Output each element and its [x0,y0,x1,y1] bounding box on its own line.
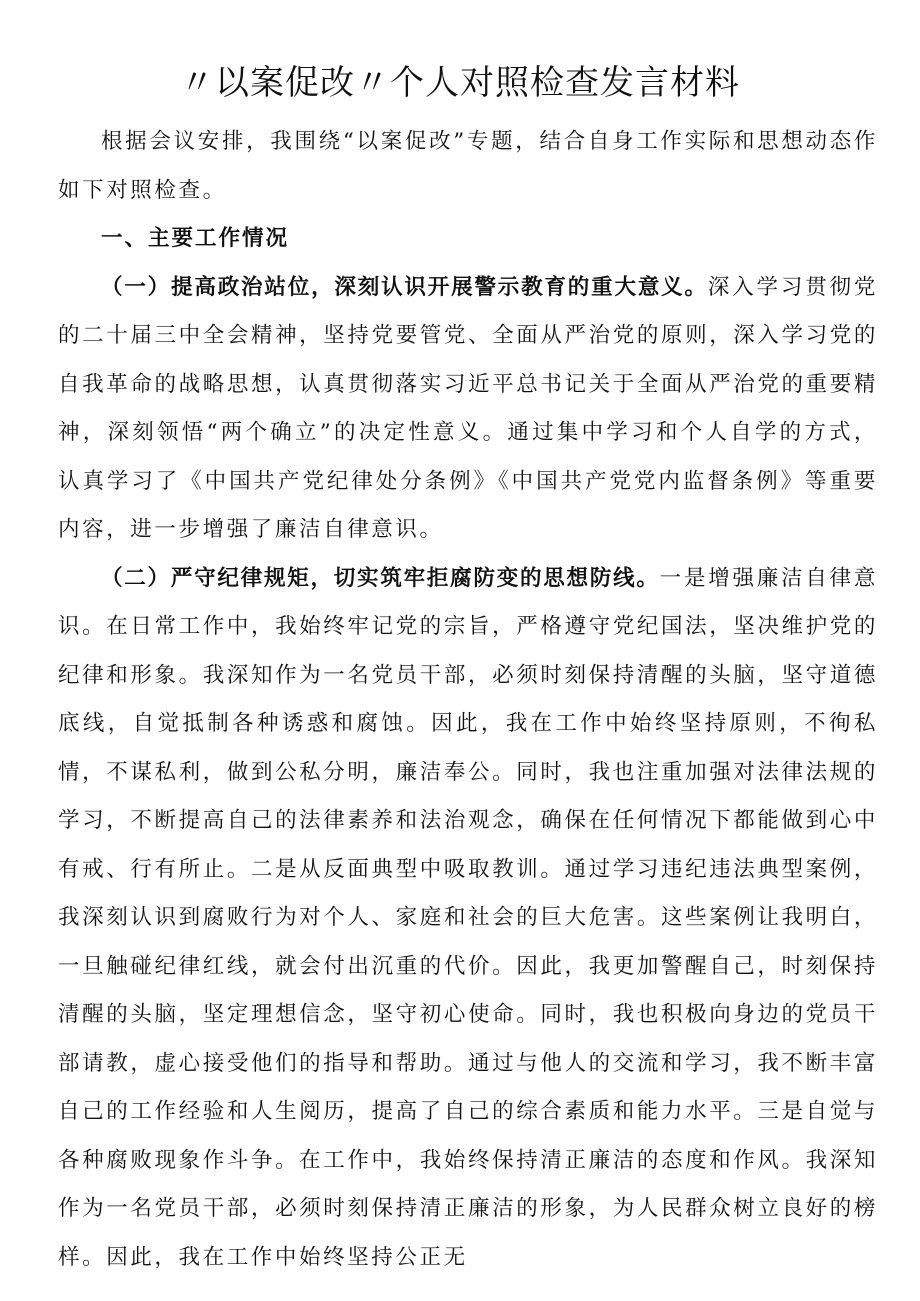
section-heading-main-work: 一、主要工作情况 [101,226,290,251]
intro-paragraph: 根据会议安排，我围绕“以案促改”专题，结合自身工作实际和思想动态作如下对照检查。 [58,129,878,203]
paragraph-item-1 [58,264,878,555]
paragraph-item-2 [58,555,878,1283]
item-1-text: 深入学习贯彻党的二十届三中全会精神，坚持党要管党、全面从严治党的原则，深入学习党的自我革命的战略思想，认真贯彻落实习近平总书记关于全面从严治党的重要精神，深刻领悟“两个确立”的决定性意义。通过集中学习和个人自学的方式，认真学习了《中国共产党纪律处分条例》《中国共产党党内监督条例》等重要内容，进一步增强了廉洁自律意识。 [58,274,879,542]
document-title: 〃以案促改〃个人对照检查发言材料 [180,63,740,103]
item-2-lead: （二）严守纪律规矩，切实筑牢拒腐防变的思想防线。 [101,565,660,591]
item-1-lead: （一）提高政治站位，深刻认识开展警示教育的重大意义。 [101,274,708,300]
item-2-text: 一是增强廉洁自律意识。在日常工作中，我始终牢记党的宗旨，严格遵守党纪国法，坚决维护党的纪律和形象。我深知作为一名党员干部，必须时刻保持清醒的头脑，坚守道德底线，自觉抵制各种诱惑和腐蚀。因此，我在工作中始终坚持原则，不徇私情，不谋私利，做到公私分明，廉洁奉公。同时，我也注重加强对法律法规的学习，不断提高自己的法律素养和法治观念，确保在任何情况下都能做到心中有戒、行有所止。二是从反面典型中吸取教训。通过学习违纪违法典型案例，我深刻认识到腐败行为对个人、家庭和社会的巨大危害。这些案例让我明白，一旦触碰纪律红线，就会付出沉重的代价。因此，我更加警醒自己，时刻保持清醒的头脑，坚定理想信念，坚守初心使命。同时，我也积极向身边的党员干部请教，虚心接受他们的指导和帮助。通过与他人的交流和学习，我不断丰富自己的工作经验和人生阅历，提高了自己的综合素质和能力水平。三是自觉与各种腐败现象作斗争。在工作中，我始终保持清正廉洁的态度和作风。我深知作为一名党员干部，必须时刻保持清正廉洁的形象，为人民群众树立良好的榜样。因此，我在工作中始终坚持公正无 [58,565,878,1270]
document-body [58,118,878,1282]
